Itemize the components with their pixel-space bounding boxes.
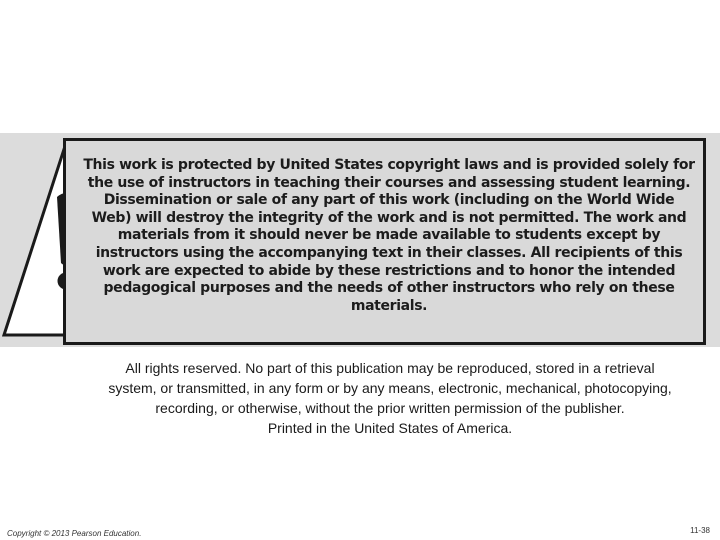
- page-number: 11-38: [690, 526, 710, 535]
- footer-copyright: Copyright © 2013 Pearson Education.: [7, 529, 142, 538]
- rights-line: recording, or otherwise, without the prior written permission of the publisher.: [155, 400, 625, 416]
- rights-line: All rights reserved. No part of this publication may be reproduced, stored in a retrieval: [125, 360, 655, 376]
- rights-line: system, or transmitted, in any form or by any means, electronic, mechanical, photocopying,: [108, 380, 672, 396]
- printed-in-line: Printed in the United States of America.: [267, 420, 513, 436]
- copyright-notice-text: This work is protected by United States copyright laws and is provided solely for the use of instructors in teaching their courses and assessing student learning. Dissemination or sale of any part of this work (including on the World Wide Web) will destroy the integrity of the work and is not permitted. The work and materials from it should never be made available to students except by instructors using the accompanying text in their classes. All recipients of this work are expected to abide by these restrictions and to honor the intended pedagogical purposes and the needs of other instructors who rely on these materials.: [83, 157, 695, 314]
- rights-reserved-statement: [60, 358, 720, 438]
